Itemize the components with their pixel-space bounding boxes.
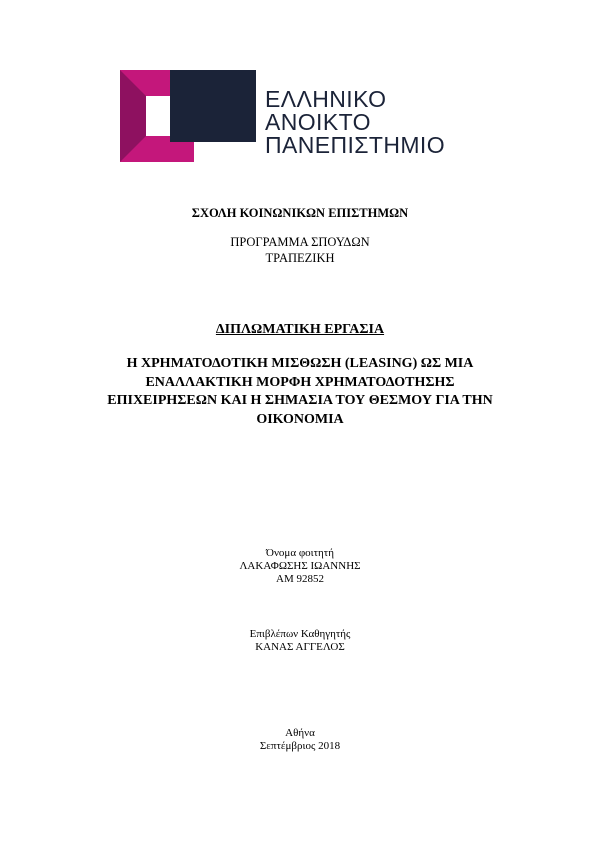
student-id: ΑΜ 92852: [276, 573, 324, 585]
logo-line-3: ΠΑΝΕΠΙΣΤΗΜΙΟ: [265, 132, 446, 158]
thesis-title-line-3: ΕΠΙΧΕΙΡΗΣΕΩΝ ΚΑΙ Η ΣΗΜΑΣΙΑ ΤΟΥ ΘΕΣΜΟΥ ΓΙΑ ΤΗΝ: [107, 393, 493, 408]
supervisor-label: Επιβλέπων Καθηγητής: [249, 628, 351, 640]
thesis-label: ΔΙΠΛΩΜΑΤΙΚΗ ΕΡΓΑΣΙΑ: [215, 322, 385, 337]
student-name: ΛΑΚΑΦΩΣΗΣ ΙΩΑΝΝΗΣ: [239, 560, 361, 572]
city: Αθήνα: [285, 727, 315, 739]
thesis-title-line-2: ΕΝΑΛΛΑΚΤΙΚΗ ΜΟΡΦΗ ΧΡΗΜΑΤΟΔΟΤΗΣΗΣ: [145, 374, 455, 390]
logo-emblem-icon: [120, 70, 260, 162]
supervisor-name: ΚΑΝΑΣ ΑΓΓΕΛΟΣ: [255, 641, 345, 653]
student-label: Όνομα φοιτητή: [266, 547, 334, 559]
date: Σεπτέμβριος 2018: [259, 740, 341, 752]
university-logo: [120, 70, 490, 162]
logo-line-2: ΑΝΟΙΚΤΟ: [265, 109, 371, 135]
specialty-name: ΤΡΑΠΕΖΙΚΗ: [265, 251, 335, 265]
thesis-title: [0, 355, 600, 429]
thesis-title-line-1: Η ΧΡΗΜΑΤΟΔΟΤΙΚΗ ΜΙΣΘΩΣΗ (LEASING) ΩΣ ΜΙΑ: [126, 356, 474, 371]
logo-wordmark: [265, 88, 445, 157]
thesis-title-line-4: ΟΙΚΟΝΟΜΙΑ: [256, 411, 344, 427]
program-name: ΠΡΟΓΡΑΜΜΑ ΣΠΟΥΔΩΝ: [230, 235, 370, 249]
logo-line-1: ΕΛΛΗΝΙΚΟ: [265, 86, 387, 112]
school-name: ΣΧΟΛΗ ΚΟΙΝΩΝΙΚΩΝ ΕΠΙΣΤΗΜΩΝ: [191, 206, 409, 220]
